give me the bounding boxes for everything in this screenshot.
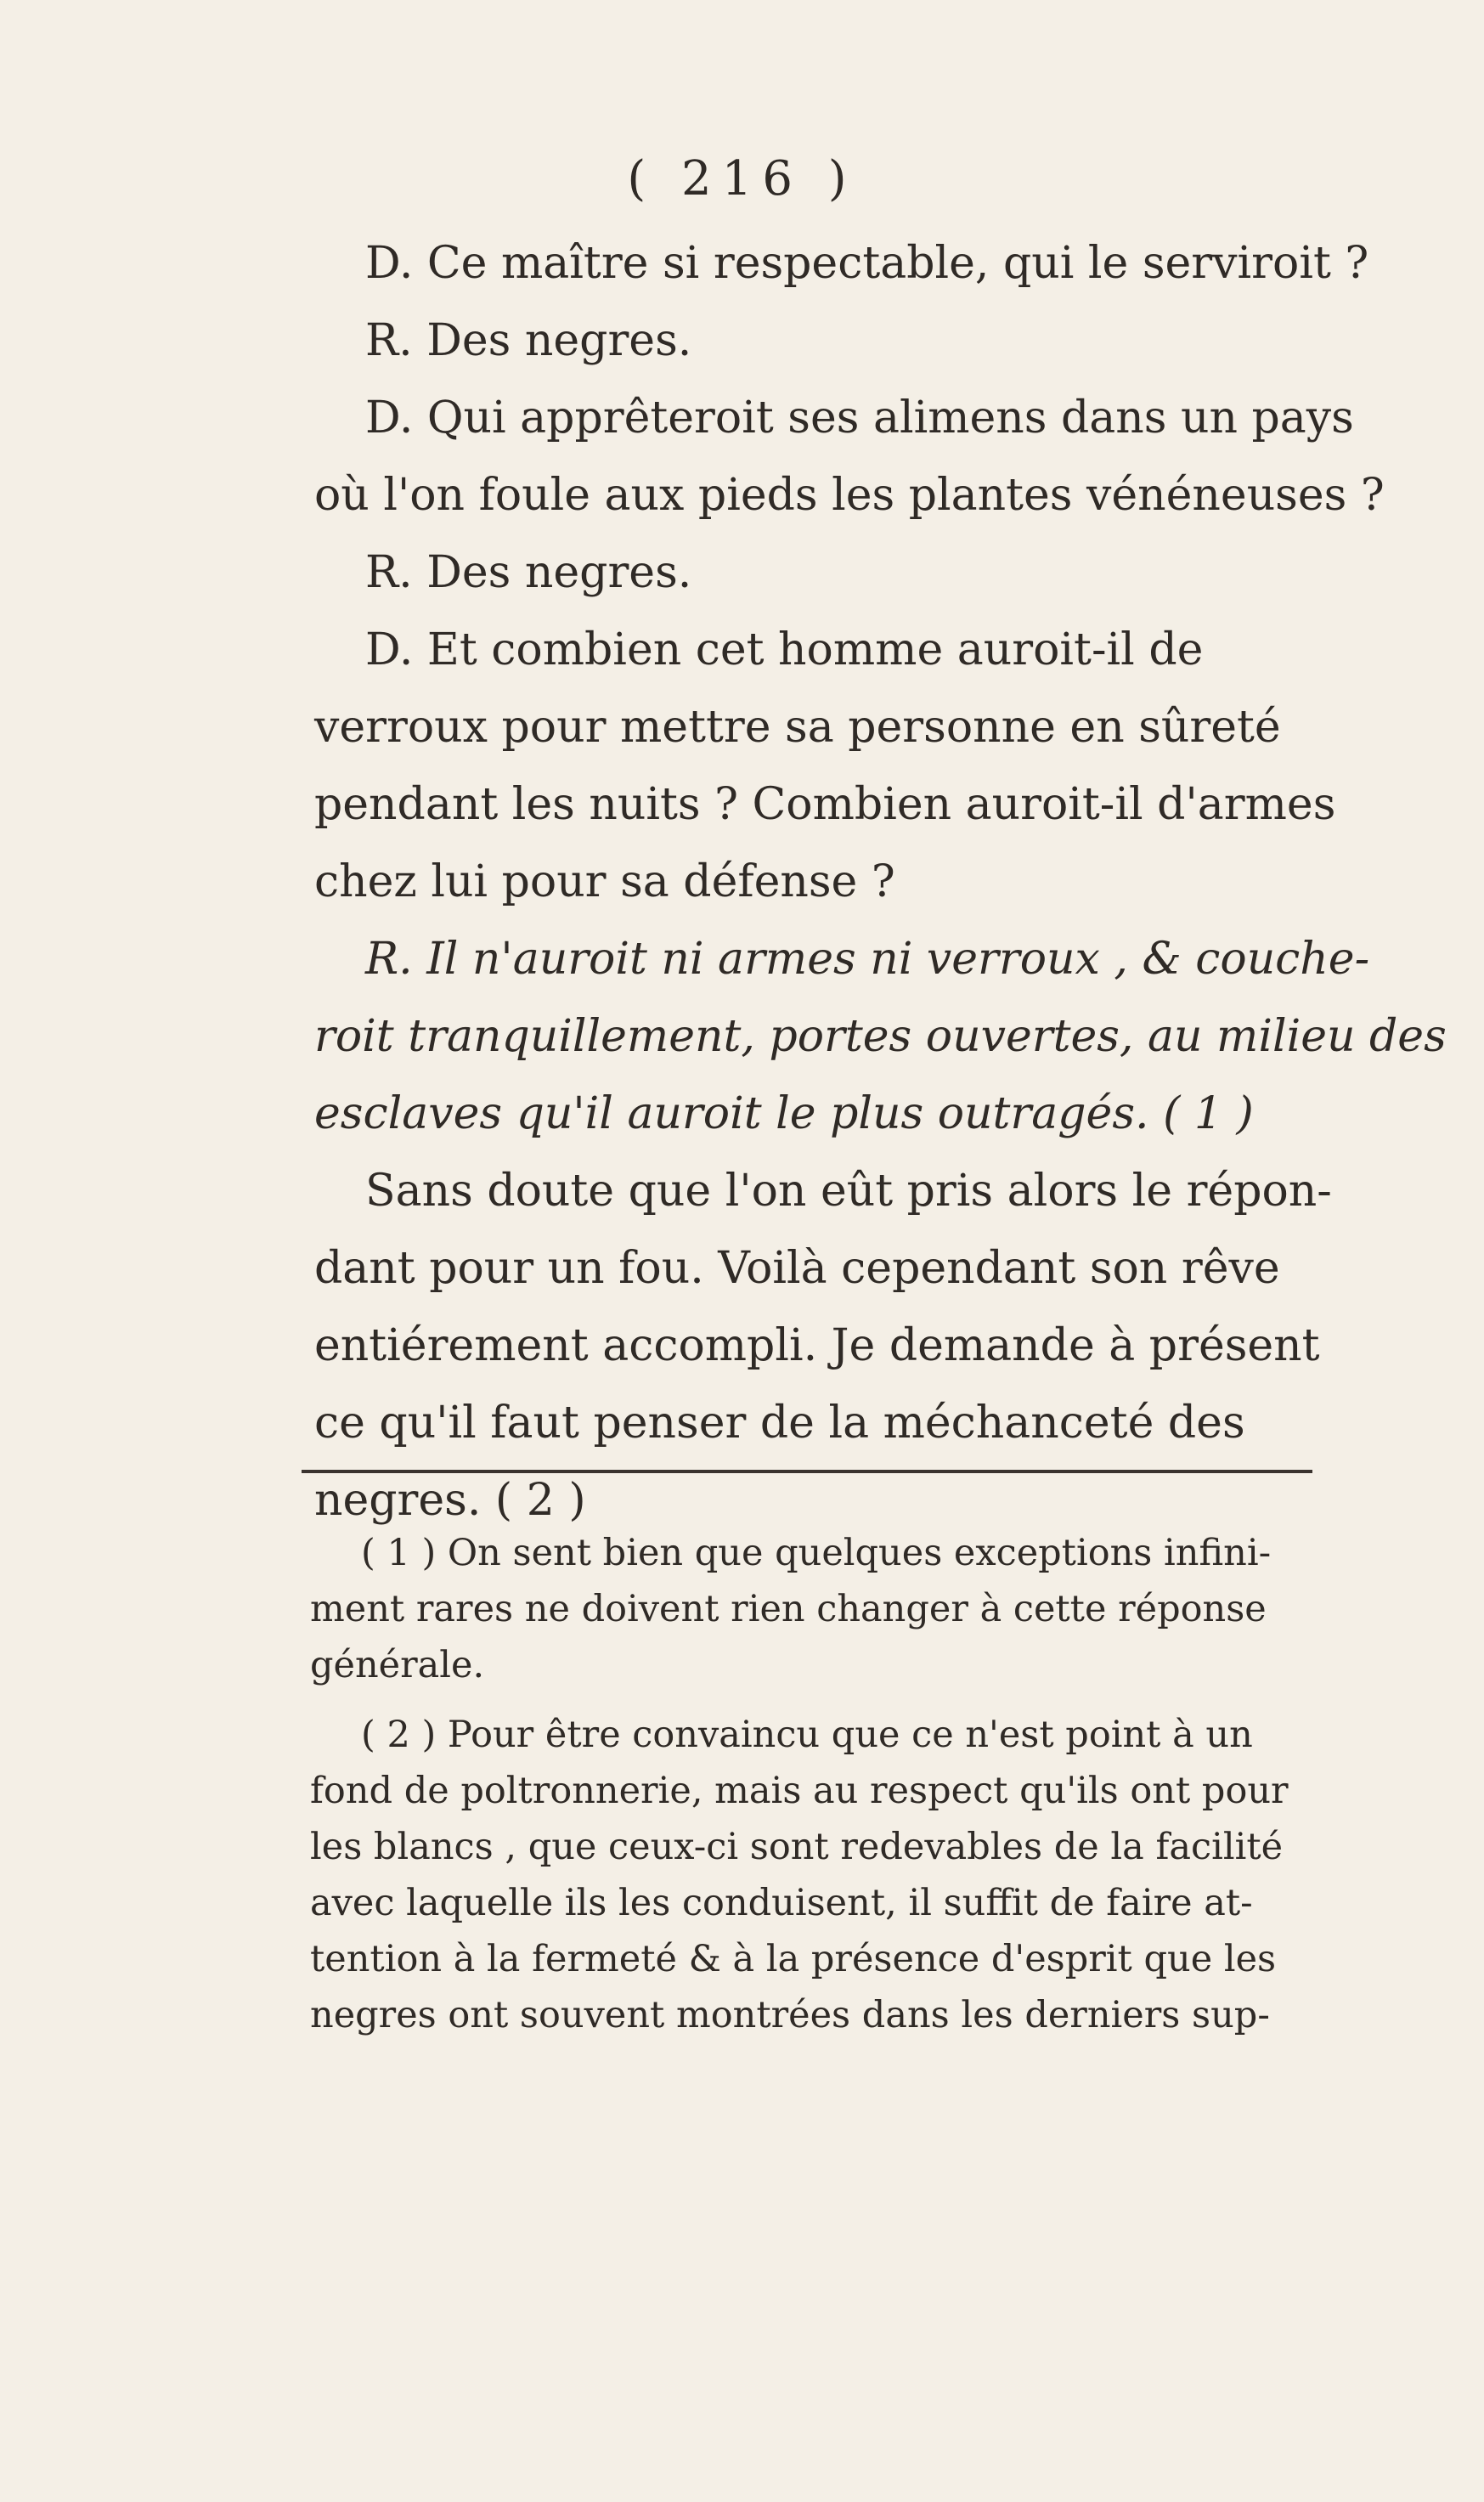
- text-line: R. Il n'auroit ni armes ni verroux , & couche-: [365, 934, 1370, 985]
- text-line: R. Des negres.: [365, 315, 692, 366]
- footnote-line: ( 1 ) On sent bien que quelques exceptions infini-: [361, 1532, 1272, 1574]
- footnotes: [310, 1525, 1312, 2043]
- text-line: D. Qui apprêteroit ses alimens dans un pays: [365, 393, 1354, 443]
- footnote-line: ment rares ne doivent rien changer à cette réponse: [310, 1588, 1267, 1630]
- text-line: ce qu'il faut penser de la méchanceté des: [314, 1398, 1245, 1449]
- page-number: ( 216 ): [627, 151, 857, 206]
- text-line: negres. ( 2 ): [314, 1475, 586, 1526]
- footnote-line: negres ont souvent montrées dans les derniers sup-: [310, 1994, 1270, 2036]
- footnote-line: générale.: [310, 1644, 485, 1686]
- text-line: dant pour un fou. Voilà cependant son rêve: [314, 1243, 1280, 1294]
- text-line: où l'on foule aux pieds les plantes vénéneuses ?: [314, 470, 1385, 521]
- text-line: esclaves qu'il auroit le plus outragés. ( 1 ): [314, 1088, 1254, 1139]
- footnote-line: avec laquelle ils les conduisent, il suffit de faire at-: [310, 1882, 1253, 1924]
- text-line: Sans doute que l'on eût pris alors le répon-: [365, 1166, 1332, 1217]
- text-line: entiérement accompli. Je demande à présent: [314, 1320, 1320, 1371]
- footnote-line: fond de poltronnerie, mais au respect qu'ils ont pour: [310, 1770, 1289, 1812]
- footnote-line: les blancs , que ceux-ci sont redevables de la facilité: [310, 1826, 1284, 1868]
- footnote-line: tention à la fermeté & à la présence d'esprit que les: [310, 1938, 1277, 1980]
- text-line: verroux pour mettre sa personne en sûreté: [314, 702, 1281, 753]
- main-text: [314, 225, 1447, 1539]
- text-line: R. Des negres.: [365, 547, 692, 598]
- text-line: chez lui pour sa défense ?: [314, 856, 895, 907]
- text-line: D. Et combien cet homme auroit-il de: [365, 624, 1204, 675]
- footnote-divider: [302, 1470, 1312, 1473]
- text-line: roit tranquillement, portes ouvertes, au milieu des: [314, 1011, 1447, 1062]
- text-line: pendant les nuits ? Combien auroit-il d'armes: [314, 779, 1336, 830]
- text-line: D. Ce maître si respectable, qui le serviroit ?: [365, 238, 1369, 289]
- footnote-line: ( 2 ) Pour être convaincu que ce n'est point à un: [361, 1714, 1253, 1756]
- footnote-gap: [310, 1693, 1312, 1707]
